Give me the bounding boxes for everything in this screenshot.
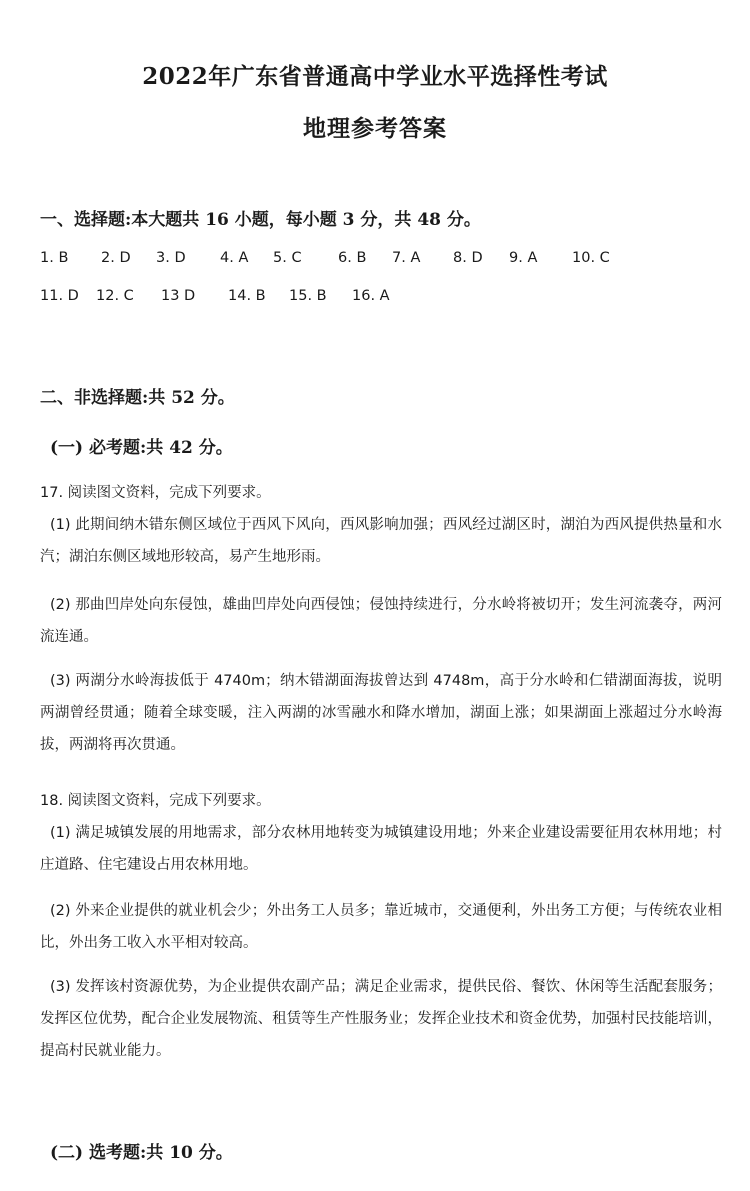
document-subtitle: 地理参考答案 [303, 115, 447, 142]
answer-item: 8. D [453, 250, 483, 266]
answer-item: 2. D [101, 250, 131, 266]
answer-item: 13 D [161, 288, 196, 304]
question-18-answer-3: (3) 发挥该村资源优势，为企业提供农副产品；满足企业需求，提供民俗、餐饮、休闲等生活配套服务；发挥区位优势，配合企业发展物流、租赁等生产性服务业；发挥企业技术和资金优势，加强村民技能培训，提高村民就业能力。 [40, 979, 722, 1059]
question-17-answer-2: (2) 那曲凹岸处向东侵蚀，雄曲凹岸处向西侵蚀；侵蚀持续进行，分水岭将被切开；发生河流袭夺，两河流连通。 [40, 597, 722, 645]
answer-item: 15. B [289, 288, 327, 304]
answer-item: 12. C [96, 288, 134, 304]
answer-item: 3. D [156, 250, 186, 266]
answers-row-1 [40, 250, 680, 272]
question-17-stem: 17. 阅读图文资料，完成下列要求。 [40, 485, 271, 501]
document-title: 2022年广东省普通高中学业水平选择性考试 [142, 63, 608, 90]
question-18-stem: 18. 阅读图文资料，完成下列要求。 [40, 793, 271, 809]
answer-item: 14. B [228, 288, 266, 304]
section2-heading: 二、非选择题:共 52 分。 [40, 388, 235, 408]
answer-item: 16. A [352, 288, 390, 304]
answer-item: 6. B [338, 250, 367, 266]
question-17-answer-3: (3) 两湖分水岭海拔低于 4740m；纳木错湖面海拔曾达到 4748m，高于分水岭和仁错湖面海拔，说明两湖曾经贯通；随着全球变暖，注入两湖的冰雪融水和降水增加，湖面上涨；如果湖面上涨超过分水岭海拔，两湖将再次贯通。 [40, 673, 722, 753]
answer-item: 5. C [273, 250, 302, 266]
question-17-answer-1: (1) 此期间纳木错东侧区域位于西风下风向，西风影响加强；西风经过湖区时，湖泊为西风提供热量和水汽；湖泊东侧区域地形较高，易产生地形雨。 [40, 517, 722, 565]
answer-item: 7. A [392, 250, 421, 266]
question-18-answer-2: (2) 外来企业提供的就业机会少；外出务工人员多；靠近城市，交通便利，外出务工方便；与传统农业相比，外出务工收入水平相对较高。 [40, 903, 722, 951]
answer-item: 1. B [40, 250, 69, 266]
elective-questions-heading: (二) 选考题:共 10 分。 [50, 1143, 233, 1163]
answer-item: 10. C [572, 250, 610, 266]
section1-heading: 一、选择题:本大题共 16 小题，每小题 3 分，共 48 分。 [40, 210, 481, 230]
question-18-answer-1: (1) 满足城镇发展的用地需求，部分农林用地转变为城镇建设用地；外来企业建设需要征用农林用地；村庄道路、住宅建设占用农林用地。 [40, 825, 722, 873]
answers-row-2 [40, 288, 680, 310]
answer-item: 4. A [220, 250, 249, 266]
answer-item: 9. A [509, 250, 538, 266]
answer-item: 11. D [40, 288, 79, 304]
required-questions-heading: (一) 必考题:共 42 分。 [50, 438, 233, 458]
